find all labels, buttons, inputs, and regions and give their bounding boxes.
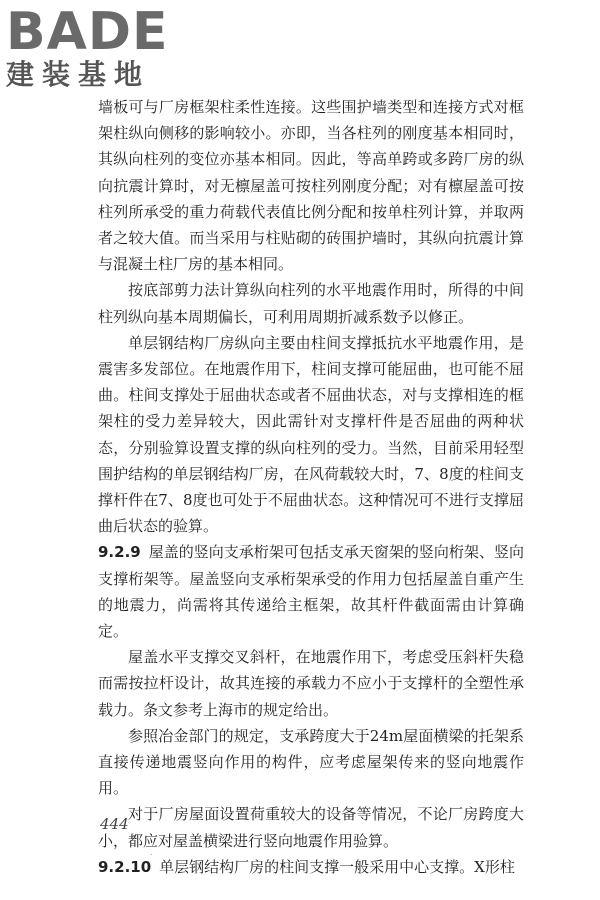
paragraph-continued: 墙板可与厂房框架柱柔性连接。这些围护墙类型和连接方式对框架柱纵向侧移的影响较小。亦即，当各柱列的刚度基本相同时，其纵向柱列的变位亦基本相同。因此，等高单跨或多跨厂房的纵向抗震计算时，对无檩屋盖可按柱列刚度分配；对有檩屋盖可按柱列所承受的重力荷载代表值比例分配和按单柱列计算，并取两者之较大值。而当采用与柱贴砌的砖围护墙时，其纵向抗震计算与混凝土柱厂房的基本相同。 [98, 98, 524, 274]
logo-wordmark: BADE [6, 2, 169, 62]
clause-number: 9.2.9 [98, 543, 141, 562]
clause-text: 屋盖的竖向支承桁架可包括支承天窗架的竖向桁架、竖向支撑桁架等。屋盖竖向支承桁架承受的作用力包括屋盖自重产生的地震力，尚需将其传递给主框架，故其杆件截面需由计算确定。 [98, 543, 524, 641]
bade-logo [6, 4, 186, 100]
paragraph: 参照冶金部门的规定，支承跨度大于24m屋面横梁的托架系直接传递地震竖向作用的构件，应考虑屋架传来的竖向地震作用。 [98, 726, 524, 798]
paragraph: 按底部剪力法计算纵向柱列的水平地震作用时，所得的中间柱列纵向基本周期偏长，可利用周期折减系数予以修正。 [98, 281, 524, 326]
decorative-dot: . [150, 848, 153, 857]
paragraph: 屋盖水平支撑交叉斜杆，在地震作用下，考虑受压斜杆失稳而需按拉杆设计，故其连接的承载力不应小于支撑杆的全塑性承载力。条文参考上海市的规定给出。 [98, 648, 524, 719]
paragraph: 单层钢结构厂房纵向主要由柱间支撑抵抗水平地震作用，是震害多发部位。在地震作用下，柱间支撑可能屈曲，也可能不屈曲。柱间支撑处于屈曲状态或者不屈曲状态，对与支撑相连的框架柱的受力差异较大，因此需针对支撑杆件是否屈曲的两种状态，分别验算设置支撑的纵向柱列的受力。当然，目前采用轻型围护结构的单层钢结构厂房，在风荷载较大时，7、8度的柱间支撑杆件在7、8度也可处于不屈曲状态。这种情况可不进行支撑屈曲后状态的验算。 [98, 333, 524, 536]
paragraph: 对于厂房屋面设置荷重较大的设备等情况，不论厂房跨度大小，都应对屋盖横梁进行竖向地震作用验算。 [98, 805, 524, 850]
clause-9-2-10 [98, 854, 524, 880]
clause-number: 9.2.10 [98, 857, 152, 876]
logo-subtitle: 建装基地 [6, 58, 151, 91]
clause-text: 单层钢结构厂房的柱间支撑一般采用中心支撑。X形柱 [159, 857, 515, 876]
page-number: 444 [100, 815, 129, 833]
clause-9-2-9 [98, 539, 524, 644]
page-body [98, 94, 524, 880]
